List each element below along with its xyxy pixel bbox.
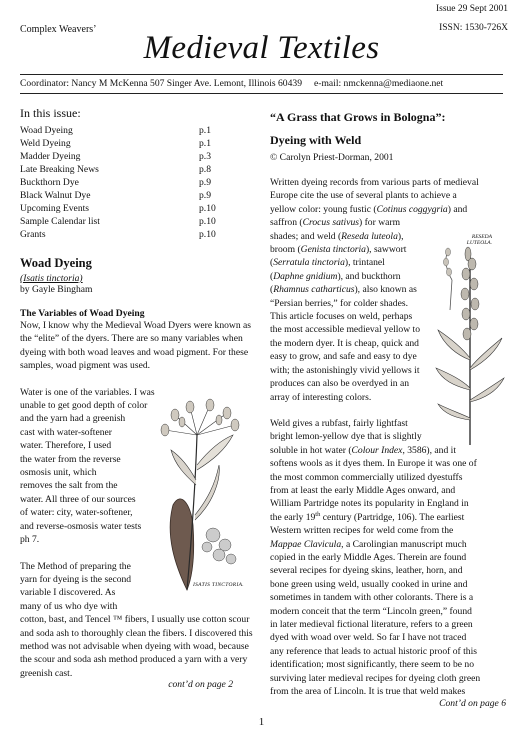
text-line: produces can also be overdyed in an (270, 378, 410, 390)
text-line: copied in the early Middle Ages. Therein are found (270, 551, 467, 563)
toc-item (20, 176, 225, 189)
text-line: many of us who dye with (20, 600, 118, 612)
woad-plant-illustration (135, 395, 260, 600)
toc-item (20, 202, 225, 215)
woad-subhead: The Variables of Woad Dyeing (20, 308, 145, 319)
page-number: 1 (258, 716, 265, 728)
text-line: Western written recipes for weld come from the (270, 525, 454, 537)
text-line: shades; and weld (Reseda luteola), (270, 230, 404, 242)
text-line: identification; most significantly, there seem to be no (270, 659, 474, 671)
toc-item-page: p.1 (199, 125, 211, 136)
text-line: dyed with woad over weld. So far I have not traced (270, 632, 467, 644)
text-line: (Rhamnus catharticus), also known as (270, 284, 417, 296)
woad-para-3-rest: cotton, bast, and Tencel ™ fibers, I usually use cotton scour and soda ash to thoroughly clean the fibers. I discovered this method was not advisable when dyeing with woad, because the scour and soda ash method produced a yarn with a very greenish cast. (20, 614, 253, 679)
toc-item (20, 228, 225, 241)
toc-item-page: p.1 (199, 138, 211, 149)
text-line: in later medieval fictional literature, refers to a green (270, 619, 473, 630)
toc-item-label: Madder Dyeing (20, 151, 81, 162)
org-name: Complex Weavers’ (20, 24, 97, 35)
toc-item-label: Late Breaking News (20, 164, 99, 175)
issue-date: Issue 29 Sept 2001 (435, 4, 508, 14)
text-line: variable I discovered. As (20, 587, 116, 599)
text-line: from at least the early Middle Ages onward, and (270, 484, 456, 496)
text-line: (Serratula tinctoria), trintanel (270, 257, 385, 269)
woad-latin: (Isatis tinctoria) (20, 273, 83, 284)
weld-para-2 (270, 417, 506, 699)
toc-item-page: p.3 (199, 151, 211, 162)
toc-item-label: Buckthorn Dye (20, 177, 79, 188)
text-line: surviving later medieval recipes for dyeing cloth green (270, 672, 481, 684)
text-line: (Daphne gnidium), and buckthorn (270, 270, 401, 282)
toc-item-label: Upcoming Events (20, 203, 90, 214)
woad-para-1: Now, I know why the Medieval Woad Dyers were known as the “elite” of the dyers. There are so many variables when dyeing with both woad leaves and woad pigment. For these samples, woad pigment was used. (20, 320, 252, 372)
toc-item-label: Black Walnut Dye (20, 190, 91, 201)
toc-list (20, 124, 225, 241)
text-line: modern conceit that the term “Lincoln green,” found (270, 605, 472, 617)
text-line: and reverse-osmosis water tests (20, 520, 142, 532)
text-line: yellow color: young fustic (Cotinus coggygria) and (270, 203, 468, 215)
text-line: the modern dyer. It is cheap, quick and (270, 337, 419, 349)
toc-item-label: Sample Calendar list (20, 216, 100, 227)
toc-item-page: p.9 (199, 190, 211, 201)
header-rule-top (20, 74, 503, 75)
text-line: the water from the reverse (20, 453, 121, 465)
text-line: unable to get good depth of color (20, 400, 148, 412)
text-line: broom (Genista tinctoria), sawwort (270, 244, 407, 256)
text-line: osmosis unit, which (20, 467, 97, 479)
text-line: easy to grow, and safe and easy to dye (270, 351, 417, 363)
toc-heading: In this issue: (20, 106, 81, 120)
weld-illustration-caption: RESEDA LUTEOLA. (466, 234, 492, 246)
woad-contd: cont’d on page 2 (168, 679, 233, 691)
text-line: the early 19th century (Partridge, 106). The earliest (270, 510, 465, 523)
toc-item (20, 124, 225, 137)
text-line: cast with water-softener (20, 426, 112, 438)
text-line: of water: city, water-softener, (20, 507, 133, 519)
text-line: water. Therefore, I used (20, 440, 112, 452)
newsletter-title: Medieval Textiles (143, 30, 380, 66)
text-line: This article focuses on weld, perhaps (270, 311, 413, 323)
toc-item (20, 189, 225, 202)
text-line: bone green using weld, usually cooked in urine and (270, 578, 468, 590)
text-line: water. All three of our sources (20, 493, 136, 505)
text-line: softens wools as it dyes them. In Europe it was one of (270, 458, 477, 470)
woad-title: Woad Dyeing (20, 256, 92, 270)
text-line: The Method of preparing the (20, 560, 131, 572)
text-line: array of interesting colors. (270, 391, 372, 403)
toc-item (20, 137, 225, 150)
text-line: soluble in hot water (Colour Index, 3586), and it (270, 444, 456, 456)
toc-item-label: Grants (20, 229, 46, 240)
text-line: saffron (Crocus sativus) for warm (270, 217, 401, 229)
weld-plant-illustration (432, 230, 508, 450)
text-line: with; the astonishingly vivid yellows it (270, 364, 420, 376)
text-line: William Partridge notes its popularity in England in (270, 498, 469, 510)
woad-byline: by Gayle Bingham (20, 284, 93, 295)
text-line: from the area of Lincoln. It is true that weld makes (270, 686, 466, 698)
toc-item (20, 150, 225, 163)
coordinator-line: Coordinator: Nancy M McKenna 507 Singer Ave. Lemont, Illinois 60439 e-mail: nmckenna@mediaone.net (20, 78, 444, 89)
toc-item-page: p.9 (199, 177, 211, 188)
text-line: bright lemon-yellow dye that is slightly (270, 431, 422, 443)
toc-item-label: Weld Dyeing (20, 138, 71, 149)
header-rule-bottom (20, 93, 503, 94)
text-line: Written dyeing records from various parts of medieval (270, 177, 479, 188)
text-line: several recipes for dyeing skins, leather, horn, and (270, 565, 463, 577)
text-line: the most common commercially utilized dyestuffs (270, 471, 463, 483)
text-line: removes the salt from the (20, 480, 118, 492)
issn: ISSN: 1530-726X (439, 23, 508, 33)
toc-item-page: p.10 (199, 203, 216, 214)
text-line: the most accessible medieval yellow to (270, 324, 420, 336)
toc-item (20, 215, 225, 228)
text-line: and the yarn had a greenish (20, 413, 126, 425)
text-line: yarn for dyeing is the second (20, 573, 132, 585)
woad-illustration-caption: ISATIS TINCTORIA. (193, 582, 244, 588)
text-line: any reference that leads to actual historic proof of this (270, 645, 477, 657)
weld-contd: Cont’d on page 6 (439, 698, 506, 710)
text-line: “Persian berries,” for colder shades. (270, 297, 408, 309)
toc-item (20, 163, 225, 176)
toc-item-label: Woad Dyeing (20, 125, 73, 136)
weld-byline: © Carolyn Priest-Dorman, 2001 (270, 152, 394, 163)
text-line: ph 7. (20, 534, 40, 546)
text-line: Water is one of the variables. I was (20, 386, 155, 398)
text-line: Europe cite the use of several plants to achieve a (270, 190, 457, 202)
text-line: Mappae Clavicula, a Carolingian manuscript much (270, 538, 467, 550)
toc-item-page: p.10 (199, 229, 216, 240)
text-line: Weld gives a rubfast, fairly lightfast (270, 417, 408, 429)
text-line: sometimes in tandem with other colorants. There is a (270, 592, 474, 604)
weld-title: Dyeing with Weld (270, 133, 362, 147)
toc-item-page: p.8 (199, 164, 211, 175)
weld-kicker: “A Grass that Grows in Bologna”: (270, 110, 446, 124)
toc-item-page: p.10 (199, 216, 216, 227)
